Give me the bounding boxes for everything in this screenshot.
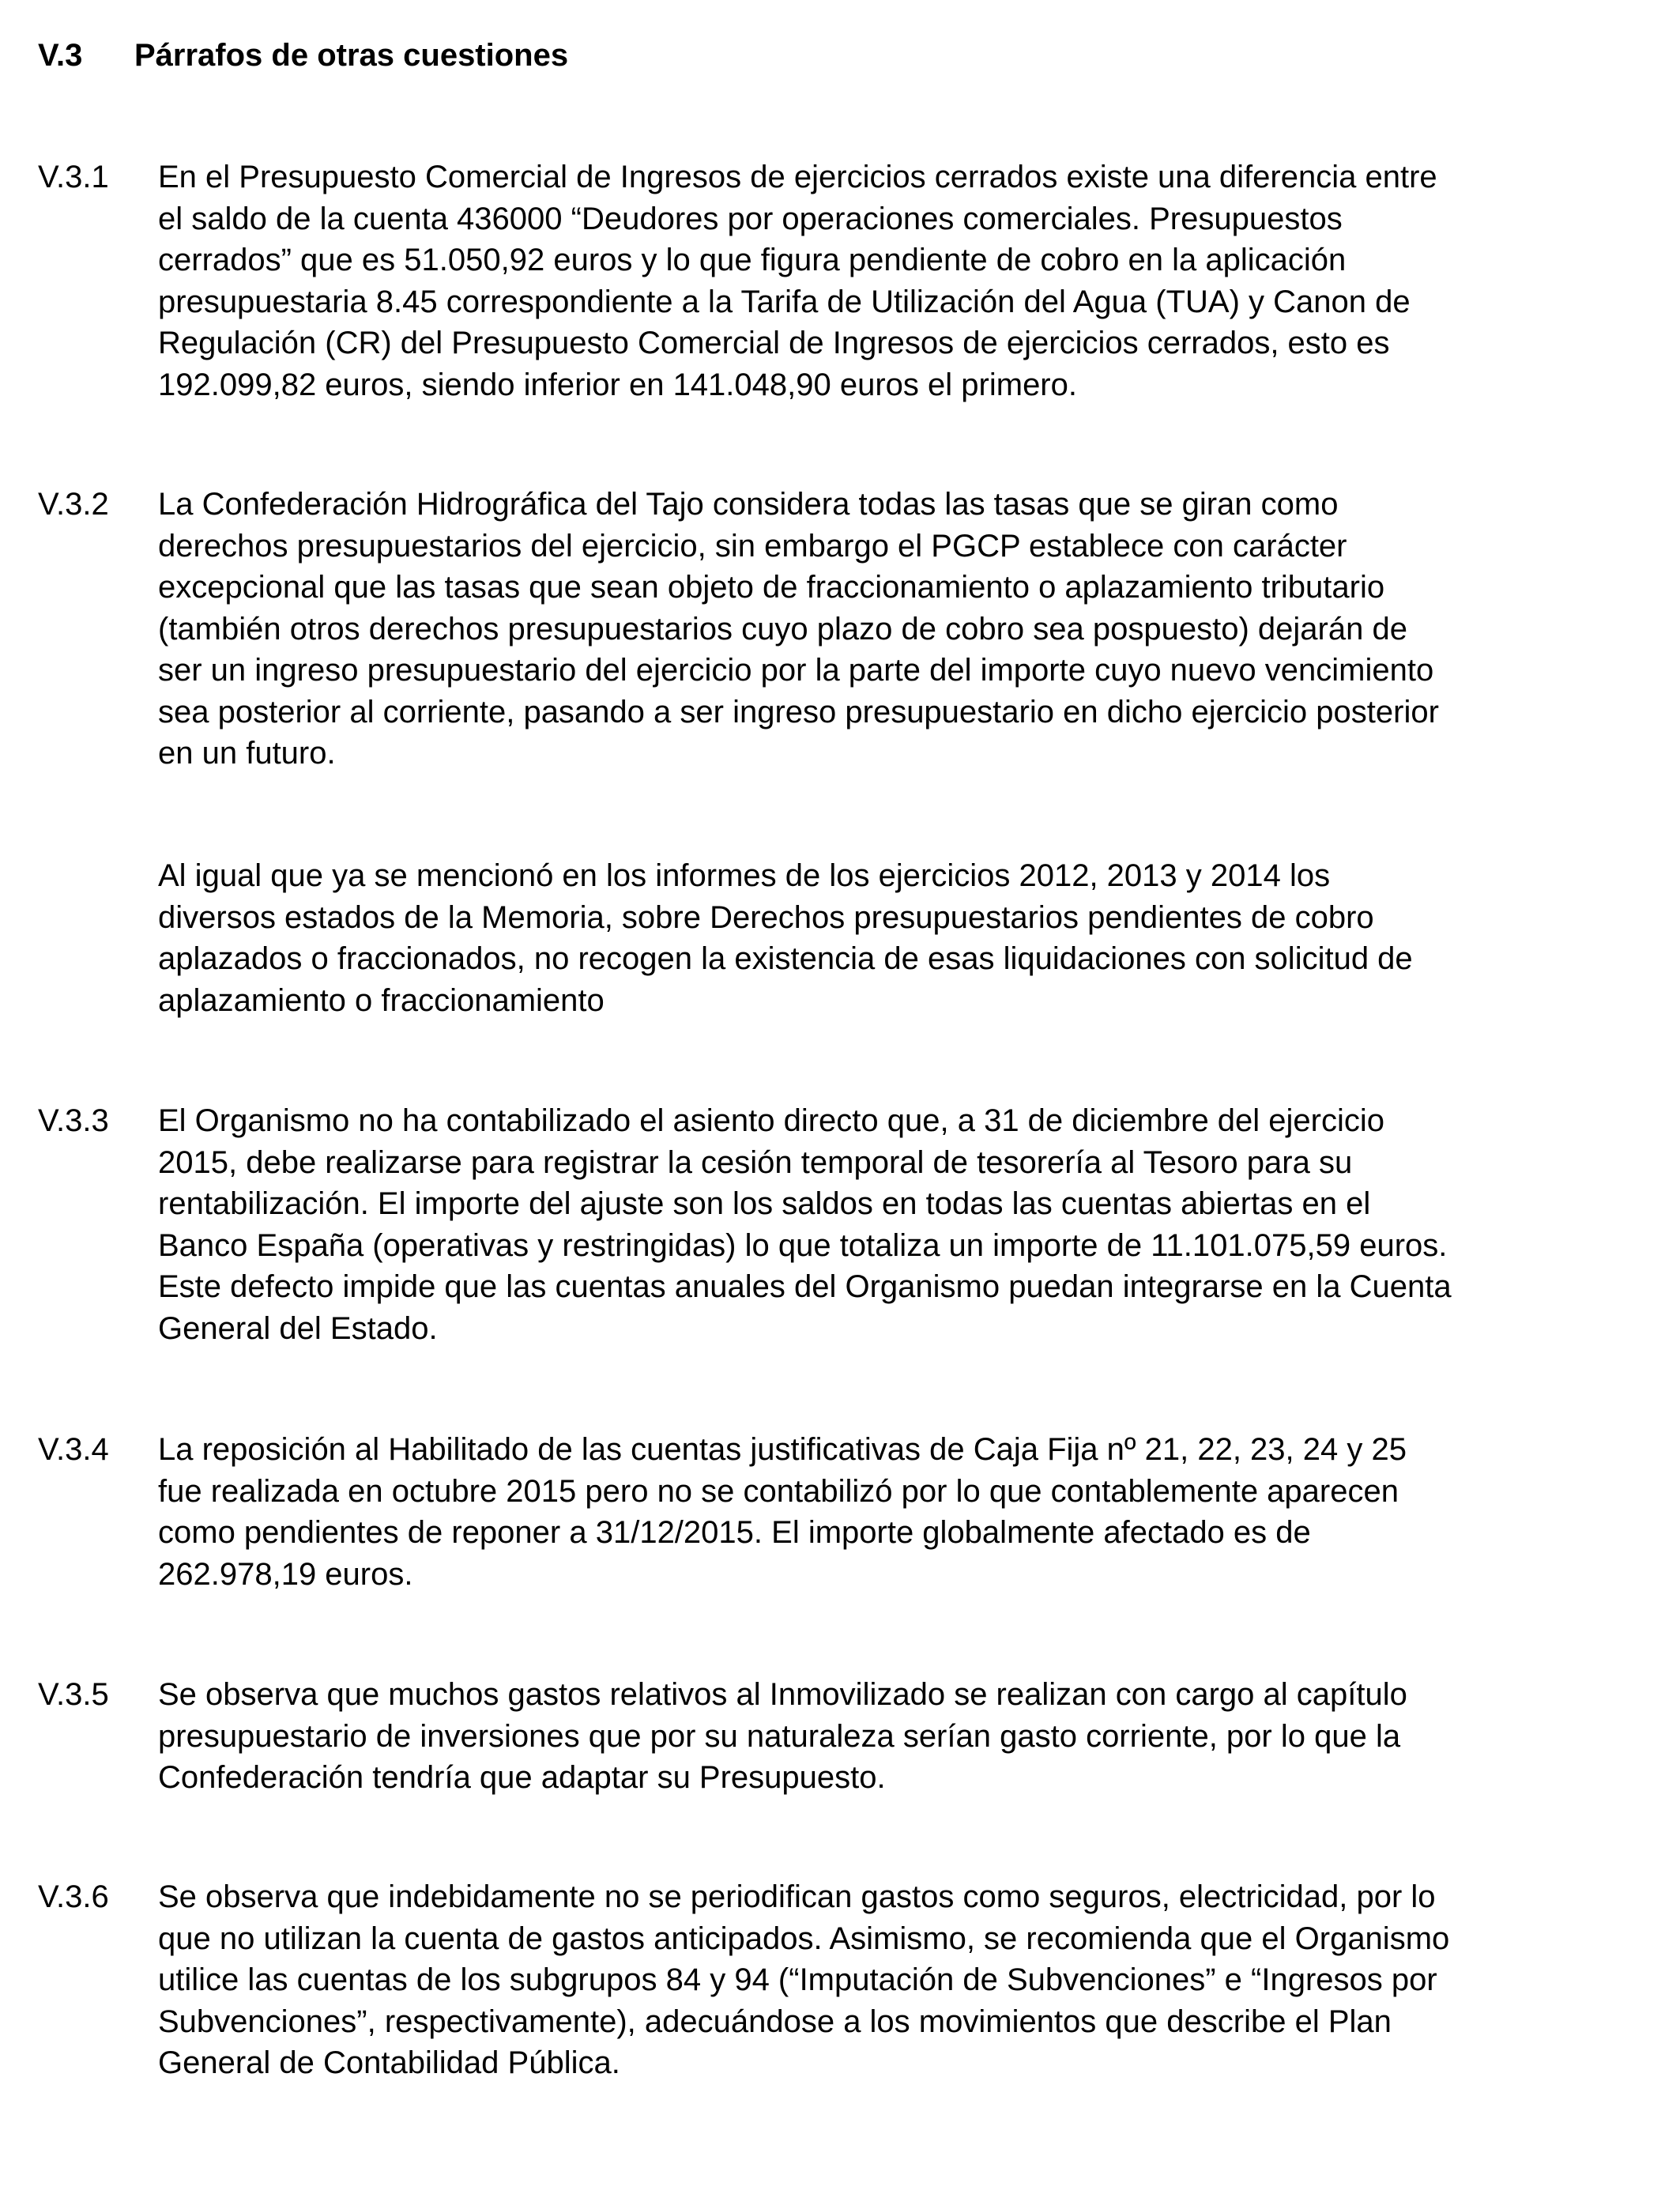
text-line: En el Presupuesto Comercial de Ingresos de ejercicios cerrados existe una diferencia entre <box>158 160 1437 194</box>
text-line: excepcional que las tasas que sean objeto de fraccionamiento o aplazamiento tributario <box>158 570 1385 605</box>
text-line: La reposición al Habilitado de las cuentas justificativas de Caja Fija nº 21, 22, 23, 24 y 25 <box>158 1432 1407 1467</box>
text-line: aplazamiento o fraccionamiento <box>158 982 605 1018</box>
paragraph-text <box>158 1100 1680 1349</box>
text-line: cerrados” que es 51.050,92 euros y lo que figura pendiente de cobro en la aplicación <box>158 243 1347 277</box>
paragraph-number: V.3.4 <box>38 1432 109 1467</box>
paragraph-number: V.3.1 <box>38 160 109 194</box>
text-line: La Confederación Hidrográfica del Tajo considera todas las tasas que se giran como <box>158 487 1339 522</box>
text-line: presupuestaria 8.45 correspondiente a la Tarifa de Utilización del Agua (TUA) y Canon de <box>158 284 1411 319</box>
text-line: Al igual que ya se mencionó en los informes de los ejercicios 2012, 2013 y 2014 los <box>158 858 1331 893</box>
paragraph-text <box>158 855 1680 1021</box>
text-line: Banco España (operativas y restringidas) lo que totaliza un importe de 11.101.075,59 euros. <box>158 1227 1448 1263</box>
text-line: derechos presupuestarios del ejercicio, sin embargo el PGCP establece con carácter <box>158 528 1347 564</box>
text-line: aplazados o fraccionados, no recogen la existencia de esas liquidaciones con solicitud de <box>158 941 1413 976</box>
text-line: General del Estado. <box>158 1310 438 1346</box>
text-line: Regulación (CR) del Presupuesto Comercial de Ingresos de ejercicios cerrados, esto es <box>158 326 1390 360</box>
text-line: en un futuro. <box>158 736 336 771</box>
section-title: Párrafos de otras cuestiones <box>134 38 569 73</box>
text-line: rentabilización. El importe del ajuste son los saldos en todas las cuentas abiertas en el <box>158 1186 1371 1221</box>
text-line: 2015, debe realizarse para registrar la cesión temporal de tesorería al Tesoro para su <box>158 1144 1353 1180</box>
paragraph-number: V.3.6 <box>38 1879 109 1914</box>
paragraph-number: V.3.5 <box>38 1677 109 1712</box>
text-line: (también otros derechos presupuestarios cuyo plazo de cobro sea pospuesto) dejarán de <box>158 611 1407 647</box>
text-line: 192.099,82 euros, siendo inferior en 141.048,90 euros el primero. <box>158 367 1077 402</box>
text-line: utilice las cuentas de los subgrupos 84 y 94 (“Imputación de Subvenciones” e “Ingresos por <box>158 1962 1437 1997</box>
text-line: El Organismo no ha contabilizado el asiento directo que, a 31 de diciembre del ejercicio <box>158 1103 1385 1138</box>
text-line: presupuestario de inversiones que por su naturaleza serían gasto corriente, por lo que la <box>158 1718 1401 1754</box>
text-line: General de Contabilidad Pública. <box>158 2045 620 2080</box>
text-line: 262.978,19 euros. <box>158 1556 413 1592</box>
text-line: fue realizada en octubre 2015 pero no se contabilizó por lo que contablemente aparecen <box>158 1473 1399 1509</box>
section-number: V.3 <box>38 38 83 73</box>
section-heading <box>38 35 568 76</box>
paragraph-number: V.3.2 <box>38 487 109 522</box>
paragraph-text <box>158 1429 1680 1595</box>
paragraph-text <box>158 156 1680 405</box>
text-line: Se observa que muchos gastos relativos al Inmovilizado se realizan con cargo al capítulo <box>158 1677 1407 1712</box>
text-line: Se observa que indebidamente no se periodifican gastos como seguros, electricidad, por lo <box>158 1879 1436 1914</box>
paragraph-text <box>158 484 1680 775</box>
text-line: Confederación tendría que adaptar su Presupuesto. <box>158 1760 886 1795</box>
text-line: Este defecto impide que las cuentas anuales del Organismo puedan integrarse en la Cuenta <box>158 1269 1452 1304</box>
paragraph-number: V.3.3 <box>38 1103 109 1138</box>
text-line: ser un ingreso presupuestario del ejercicio por la parte del importe cuyo nuevo vencimiento <box>158 653 1434 688</box>
paragraph-text <box>158 1876 1680 2084</box>
paragraph-text <box>158 1674 1680 1799</box>
text-line: Subvenciones”, respectivamente), adecuándose a los movimientos que describe el Plan <box>158 2004 1392 2039</box>
text-line: el saldo de la cuenta 436000 “Deudores por operaciones comerciales. Presupuestos <box>158 201 1343 236</box>
text-line: que no utilizan la cuenta de gastos anticipados. Asimismo, se recomienda que el Organismo <box>158 1921 1450 1956</box>
text-line: sea posterior al corriente, pasando a ser ingreso presupuestario en dicho ejercicio posterior <box>158 694 1439 729</box>
text-line: como pendientes de reponer a 31/12/2015. El importe globalmente afectado es de <box>158 1515 1311 1550</box>
text-line: diversos estados de la Memoria, sobre Derechos presupuestarios pendientes de cobro <box>158 899 1374 935</box>
